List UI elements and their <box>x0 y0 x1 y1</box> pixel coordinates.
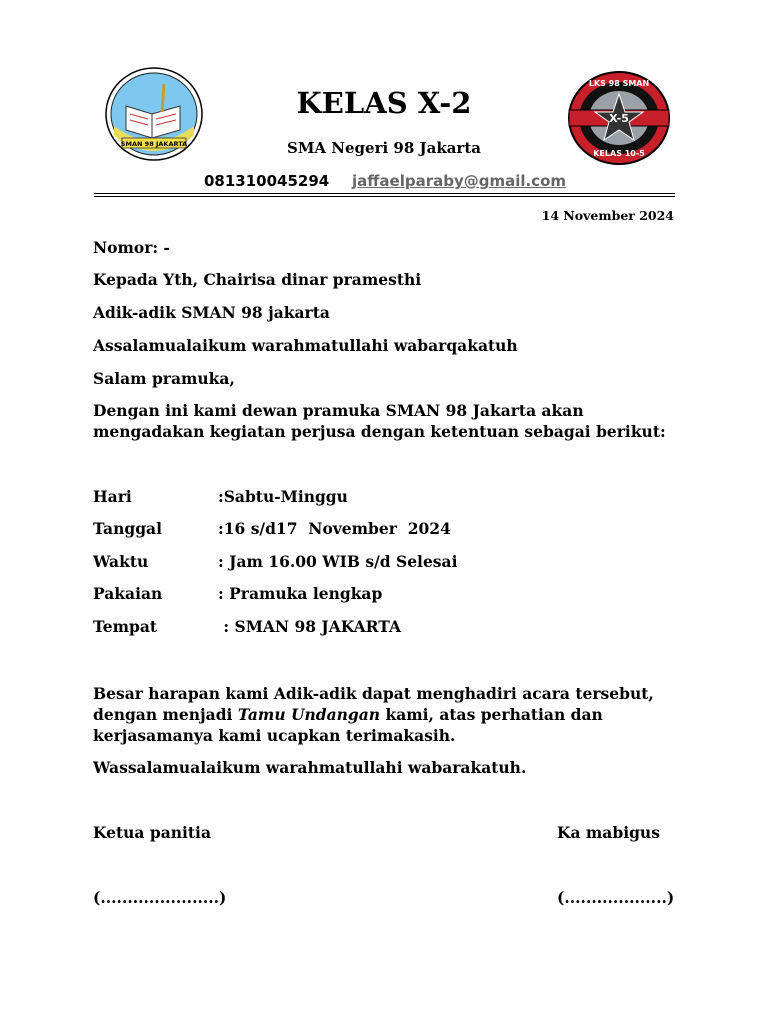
letter-date: 14 November 2024 <box>541 208 674 223</box>
greeting: Assalamualaikum warahmatullahi wabarqakatuh <box>93 336 518 355</box>
detail-label: Tanggal <box>93 519 162 538</box>
email-link[interactable]: jaffaelparaby@gmail.com <box>352 172 567 190</box>
letter-number: Nomor: - <box>93 238 170 257</box>
detail-label: Waktu <box>93 552 149 571</box>
signature-right-title: Ka mabigus <box>557 823 660 842</box>
detail-value: : SMAN 98 JAKARTA <box>218 617 401 636</box>
detail-value: : Pramuka lengkap <box>218 584 383 603</box>
closing-text-2: kami, atas perhatian dan kerjasamanya kami ucapkan terimakasih. <box>93 705 603 745</box>
school-name: SMA Negeri 98 Jakarta <box>287 139 481 157</box>
intro-paragraph: Dengan ini kami dewan pramuka SMAN 98 Jakarta akan mengadakan kegiatan perjusa dengan ketentuan sebagai berikut: <box>93 401 666 441</box>
header-divider <box>94 193 675 194</box>
closing-italic: Tamu Undangan <box>237 705 381 724</box>
detail-label: Pakaian <box>93 584 163 603</box>
detail-label: Hari <box>93 487 132 506</box>
recipient-group: Adik-adik SMAN 98 jakarta <box>93 303 330 322</box>
right-logo-bottom-text: KELAS 10-5 <box>593 149 645 158</box>
detail-value: :16 s/d17 November 2024 <box>218 519 451 538</box>
recipient: Kepada Yth, Chairisa dinar pramesthi <box>93 270 422 289</box>
greeting-pramuka: Salam pramuka, <box>93 369 235 388</box>
header-divider-thin <box>94 196 675 197</box>
letter-title: KELAS X-2 <box>296 86 472 120</box>
phone-number: 081310045294 <box>204 172 330 190</box>
closing-salam: Wassalamualaikum warahmatullahi wabarakatuh. <box>93 758 527 777</box>
detail-value: : Jam 16.00 WIB s/d Selesai <box>218 552 458 571</box>
left-logo-text: SMAN 98 JAKARTA <box>120 140 188 148</box>
detail-label: Tempat <box>93 617 158 636</box>
right-logo-top-text: LKS 98 SMAN <box>588 79 650 88</box>
signature-left-blank: (......................) <box>93 888 227 907</box>
closing-text-1: Besar harapan kami Adik-adik dapat menghadiri acara tersebut, dengan menjadi <box>93 684 654 724</box>
detail-value: :Sabtu-Minggu <box>218 487 348 506</box>
signature-right-blank: (...................) <box>557 888 675 907</box>
signature-left-title: Ketua panitia <box>93 823 211 842</box>
right-logo-center: X-5 <box>609 112 629 125</box>
closing-paragraph <box>93 683 683 746</box>
